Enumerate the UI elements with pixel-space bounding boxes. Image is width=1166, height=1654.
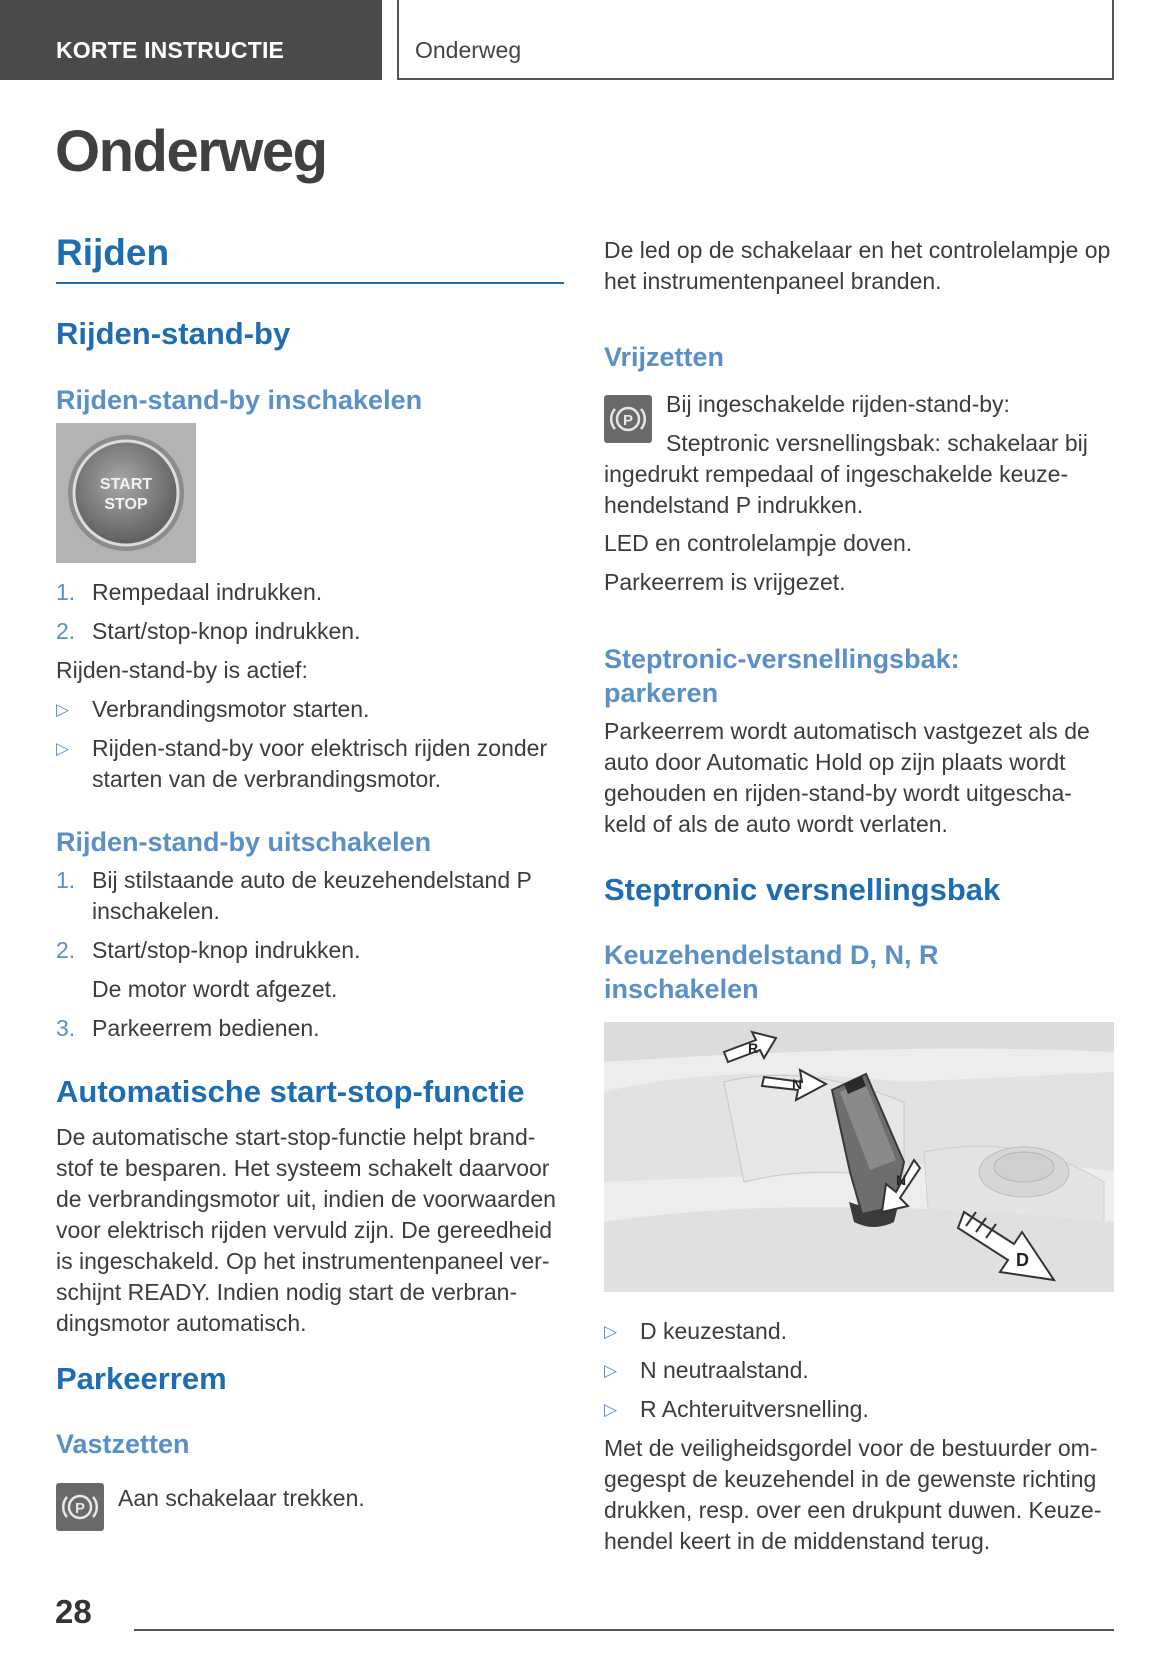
parking-brake-icon — [56, 1483, 104, 1531]
heading-auto-start-stop: Automatische start-stop-functie — [56, 1074, 525, 1109]
page-title: Onderweg — [55, 119, 327, 184]
list-item — [56, 1013, 566, 1044]
gear-lever-illustration — [604, 1022, 1114, 1292]
section-rule — [56, 282, 564, 284]
bullet-text: Verbrandingsmotor starten. — [92, 696, 370, 722]
bullet-triangle-icon: ▷ — [56, 739, 70, 758]
stop-label: STOP — [104, 496, 148, 513]
list-item — [56, 733, 566, 795]
heading-vastzetten: Vastzetten — [56, 1429, 190, 1459]
list-item — [604, 1316, 1114, 1347]
bullet-triangle-icon: ▷ — [604, 1400, 618, 1419]
list-item — [604, 1394, 1114, 1425]
auto-start-stop-text: De automatische start-stop-functie helpt brand-stof te besparen. Het systeem schakelt daarvoor de verbrandingsmotor uit, indien de voorwaarden voor elektrisch rijden vervuld zijn. De gereedheid is ingeschakeld. Op het instrumentenpaneel ver-schijnt READY. Indien nodig start de verbran-dingsmotor automatisch. — [56, 1124, 556, 1336]
standby-active-label: Rijden-stand-by is actief: — [56, 657, 308, 683]
step-number: 1. — [56, 579, 76, 605]
svg-text:P: P — [74, 1500, 86, 1517]
start-label: START — [99, 476, 153, 493]
heading-parkeerrem: Parkeerrem — [56, 1361, 227, 1396]
vrijzetten-line2: Steptronic versnellingsbak: schakelaar bij ingedrukt rempedaal of ingeschakelde keuze-hendelstand P indrukken. — [604, 430, 1088, 518]
steptronic-park-text: Parkeerrem wordt automatisch vastgezet als de auto door Automatic Hold op zijn plaats wordt gehouden en rijden-stand-by wordt uitgescha-keld of als de auto wordt verlaten. — [604, 718, 1090, 837]
list-item — [56, 694, 566, 725]
bullet-text: Rijden-stand-by voor elektrisch rijden zonder starten van de verbrandingsmotor. — [92, 735, 548, 792]
gear-label-r: R — [748, 1040, 759, 1056]
header-section-label: KORTE INSTRUCTIE — [0, 0, 382, 80]
section-title-rijden: Rijden — [56, 232, 170, 273]
bullet-triangle-icon: ▷ — [604, 1322, 618, 1341]
list-item — [604, 1355, 1114, 1386]
step-text: Bij stilstaande auto de keuzehendelstand P inschakelen. — [92, 867, 532, 924]
step-text: De motor wordt afgezet. — [92, 976, 338, 1002]
bullet-text: N neutraalstand. — [640, 1357, 809, 1383]
step-text: Start/stop-knop indrukken. — [92, 618, 361, 644]
heading-steptronic-parkeren: Steptronic-versnellingsbak: parkeren — [604, 644, 960, 708]
list-item — [56, 577, 566, 608]
step-text: Start/stop-knop indrukken. — [92, 937, 361, 963]
gear-label-n: N — [896, 1172, 907, 1188]
gear-label-d: D — [1016, 1250, 1029, 1270]
list-item — [56, 974, 566, 1005]
list-item — [56, 616, 566, 647]
list-item — [56, 865, 566, 927]
heading-rijden-stand-by: Rijden-stand-by — [56, 316, 291, 351]
gear-text: Met de veiligheidsgordel voor de bestuurder om-gegespt de keuzehendel in de gewenste richting drukken, resp. over een drukpunt duwen. Keuze-hendel keert in de middenstand terug. — [604, 1435, 1102, 1554]
vrijzetten-line1: Bij ingeschakelde rijden-stand-by: — [666, 391, 1010, 417]
footer-rule — [134, 1629, 1114, 1631]
vrijzetten-released: Parkeerrem is vrijgezet. — [604, 569, 846, 595]
heading-standby-uitschakelen: Rijden-stand-by uitschakelen — [56, 827, 432, 857]
heading-vrijzetten: Vrijzetten — [604, 342, 725, 372]
heading-standby-inschakelen: Rijden-stand-by inschakelen — [56, 385, 423, 415]
vastzetten-text: Aan schakelaar trekken. — [118, 1485, 365, 1511]
step-text: Parkeerrem bedienen. — [92, 1015, 320, 1041]
bullet-triangle-icon: ▷ — [604, 1361, 618, 1380]
start-stop-button-illustration — [56, 423, 196, 563]
page-number: 28 — [55, 1593, 92, 1630]
header-chapter-label: Onderweg — [397, 0, 1114, 80]
step-text: Rempedaal indrukken. — [92, 579, 323, 605]
bullet-triangle-icon: ▷ — [56, 700, 70, 719]
step-number: 1. — [56, 867, 76, 893]
heading-gear-select: Keuzehendelstand D, N, R inschakelen — [604, 940, 939, 1004]
bullet-text: D keuzestand. — [640, 1318, 788, 1344]
vrijzetten-led: LED en controlelampje doven. — [604, 530, 913, 556]
step-number: 3. — [56, 1015, 76, 1041]
led-text: De led op de schakelaar en het controlelampje op het instrumentenpaneel branden. — [604, 237, 1111, 294]
step-number: 2. — [56, 618, 76, 644]
heading-steptronic: Steptronic versnellingsbak — [604, 872, 1001, 907]
svg-text:N: N — [792, 1076, 803, 1092]
step-number: 2. — [56, 937, 76, 963]
svg-text:P: P — [622, 412, 634, 429]
list-item — [56, 935, 566, 966]
bullet-text: R Achteruitversnelling. — [640, 1396, 869, 1422]
